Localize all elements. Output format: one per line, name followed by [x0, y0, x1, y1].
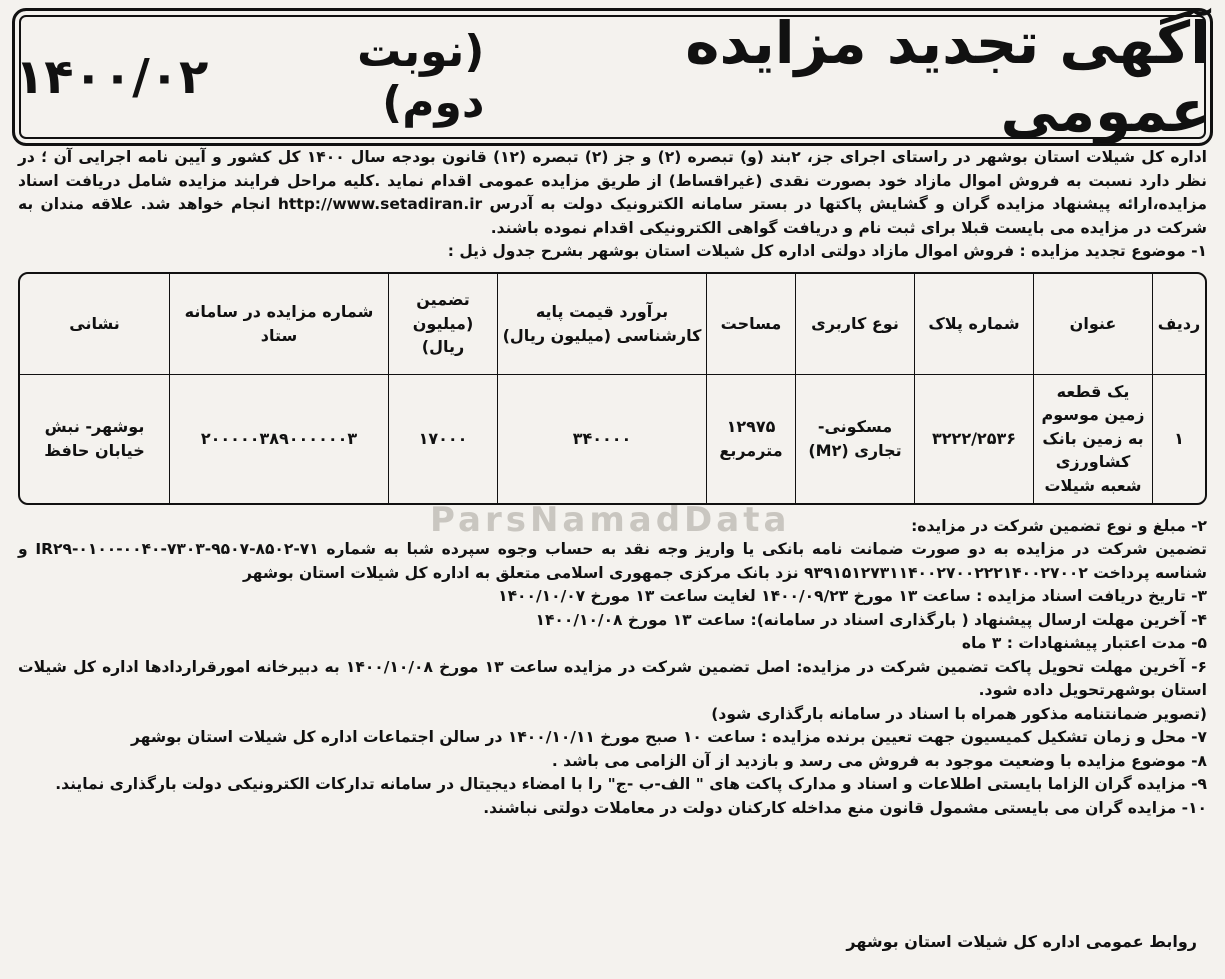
item-8: ۸- موضوع مزایده با وضعیت موجود به فروش می رسد و بازدید از آن الزامی می باشد . [551, 751, 1207, 770]
cell-auction-no: ۲۰۰۰۰۰۳۸۹۰۰۰۰۰۰۳ [169, 375, 388, 503]
col-area: مساحت [706, 274, 795, 375]
col-usage: نوع کاربری [795, 274, 914, 375]
item-5: ۵- مدت اعتبار پیشنهادات : ۳ ماه [961, 634, 1207, 652]
col-estimate: برآورد قیمت پایه کارشناسی (میلیون ریال) [497, 274, 706, 375]
cell-estimate: ۳۴۰۰۰۰ [497, 375, 706, 503]
notice-body [12, 146, 1213, 820]
watermark: ParsNamadData [430, 500, 791, 540]
auction-table [18, 272, 1207, 505]
cell-address: بوشهر- نبش خیابان حافظ [44, 417, 145, 460]
col-deposit: تضمین (میلیون ریال) [388, 274, 497, 375]
item-10: ۱۰- مزایده گران می بایستی مشمول قانون منع مداخله کارکنان دولت در معاملات دولتی نباشند. [483, 798, 1207, 817]
cell-deposit: ۱۷۰۰۰ [388, 375, 497, 503]
item-4: ۴- آخرین مهلت ارسال پیشنهاد ( بارگذاری اسناد در سامانه): ساعت ۱۳ مورخ ۱۴۰۰/۱۰/۰۸ [535, 610, 1207, 629]
item-2: ۲- مبلغ و نوع تضمین شرکت در مزایده: [911, 516, 1207, 535]
item-3: ۳- تاریخ دریافت اسناد مزایده : ساعت ۱۳ مورخ ۱۴۰۰/۰۹/۲۳ لغایت ساعت ۱۳ مورخ ۱۴۰۰/۱۰/۰۷ [498, 587, 1207, 605]
item-6-note: (تصویر ضمانتنامه مذکور همراه با اسناد در سامانه بارگذاری شود) [711, 704, 1207, 723]
col-address: نشانی [20, 274, 169, 375]
footer-signature: روابط عمومی اداره کل شیلات استان بوشهر [846, 932, 1197, 951]
col-title: عنوان [1033, 274, 1152, 375]
notice-number: ۱۴۰۰/۰۲ [15, 49, 209, 105]
table-header-row [20, 274, 1205, 375]
col-auction-no: شماره مزایده در سامانه ستاد [169, 274, 388, 375]
cell-usage: مسکونی-تجاری (M۲) [795, 375, 914, 503]
item-9: ۹- مزایده گران الزاما بایستی اطلاعات و اسناد و مدارک پاکت های " الف-ب -ج" را با امضاء دیجیتال در سامانه تدارکات الکترونیکی دولت بارگذاری نمایند. [55, 775, 1207, 793]
table-row [20, 375, 1205, 503]
cell-area: ۱۲۹۷۵ مترمربع [706, 375, 795, 503]
item-1: ۱- موضوع تجدید مزایده : فروش اموال مازاد دولتی اداره کل شیلات استان بوشهر بشرح جدول ذیل : [447, 242, 1207, 260]
cell-plaque: ۳۲۲۲/۲۵۳۶ [914, 375, 1033, 503]
item-7: ۷- محل و زمان تشکیل کمیسیون جهت تعیین برنده مزایده : ساعت ۱۰ صبح مورخ ۱۴۰۰/۱۰/۱۱ در سالن اجتماعات اداره کل شیلات استان بوشهر [130, 728, 1207, 746]
round-label: (نوبت دوم) [357, 26, 485, 128]
item-2-detail: تضمین شرکت در مزایده به دو صورت ضمانت نامه بانکی یا واریز وجه نقد به حساب وجوه سپرده شبا به شماره IR۲۹-۰۱۰۰-۰۰۴۰-۷۳۰۳-۹۵۰۷-۸۵۰۲-۷۱ و شناسه پرداخت ۹۳۹۱۵۱۲۷۳۱۱۴۰۰۲۷۰۰۲۲۲۱۴۰۰۲۷۰۰۲ نزد بانک مرکزی جمهوری اسلامی متعلق به اداره کل شیلات استان بوشهر [18, 540, 1207, 582]
cell-title: یک قطعه زمین موسوم به زمین بانک کشاورزی شعبه شیلات [1033, 375, 1152, 503]
intro-paragraph: اداره کل شیلات استان بوشهر در راستای اجرای جز، ۲بند (و) تبصره (۲) و جز (۲) تبصره (۱۲) قانون بودجه سال ۱۴۰۰ کل کشور و آیین نامه اجرایی آن ؛ در نظر دارد نسبت به فروش اموال مازاد خود بصورت نقدی (غیراقساط) از طریق مزایده عمومی اقدام نماید .کلیه مراحل فرایند مزایده شامل دریافت اسناد مزایده،ارائه پیشنهاد مزایده گران و گشایش پاکتها در بستر سامانه الکترونیک دولت به آدرس http://www.setadiran.ir انجام خواهد شد. علاقه مندان به شرکت در مزایده می بایست قبلا برای ثبت نام و دریافت گواهی الکترونیکی اقدام نموده باشند. [18, 148, 1207, 237]
col-row: ردیف [1152, 274, 1205, 375]
title-box [12, 8, 1213, 146]
cell-row: ۱ [1152, 375, 1205, 503]
item-6: ۶- آخرین مهلت تحویل پاکت تضمین شرکت در مزایده: اصل تضمین شرکت در مزایده ساعت ۱۳ مورخ ۱۴۰۰/۱۰/۰۸ به دبیرخانه امورقراردادها اداره کل شیلات استان بوشهرتحویل داده شود. [18, 657, 1208, 699]
col-plaque: شماره پلاک [914, 274, 1033, 375]
page-title: آگهی تجدید مزایده عمومی [685, 9, 1210, 145]
